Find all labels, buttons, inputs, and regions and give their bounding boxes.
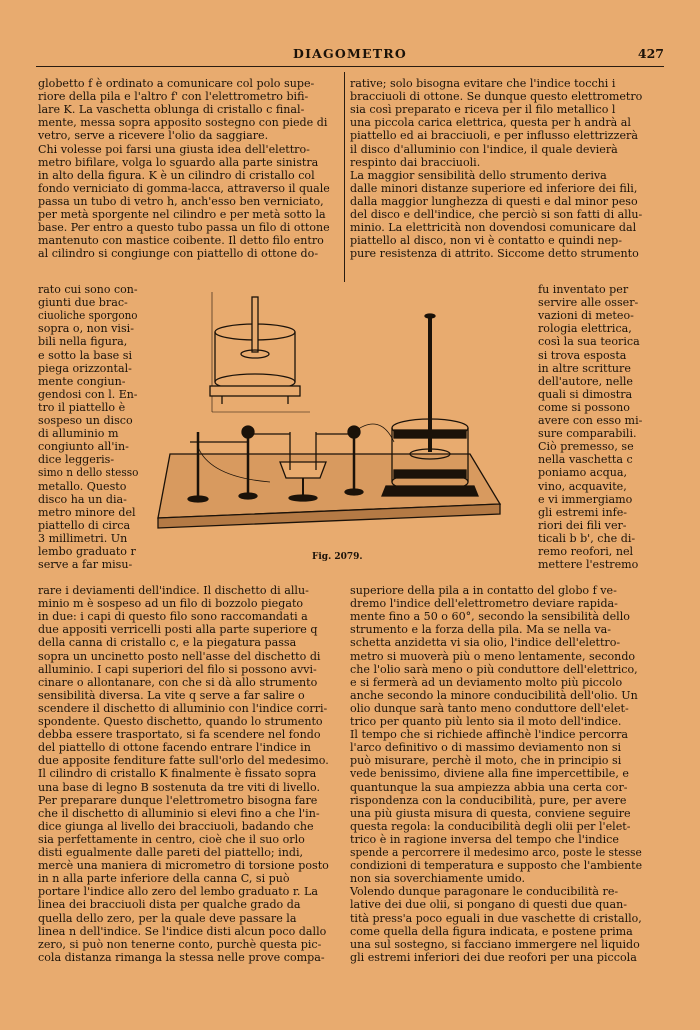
text-line: questa regola: la conducibilità degli olii per l'elet- (350, 819, 631, 833)
text-line: rispondenza con la conducibilità, pure, per avere (350, 793, 627, 807)
text-line: Chi volesse poi farsi una giusta idea dell'elettro- (38, 142, 310, 156)
text-line: pure resistenza di attrito. Siccome detto strumento (350, 247, 639, 261)
header-rule (36, 66, 664, 67)
text-line: metro bifilare, volga lo sguardo alla parte sinistra (38, 155, 319, 169)
text-line: spende a percorrere il medesimo arco, poste le stesse (350, 846, 642, 859)
text-line: sia così preparato e riceva per il filo metallico l (350, 103, 616, 117)
text-line: sopra un uncinetto posto nell'asse del dischetto di (38, 649, 321, 663)
text-line: e sotto la base si (38, 348, 133, 362)
text-line: zero, si può non tenerne conto, purchè questa pic- (38, 937, 322, 951)
text-line: servire alle osser- (538, 296, 639, 310)
text-line: metallo. Questo (38, 479, 127, 493)
text-line: lare K. La vaschetta oblunga di cristallo c final- (38, 103, 305, 117)
text-line: spondente. Questo dischetto, quando lo strumento (38, 715, 323, 728)
text-line: linea dei bracciuoli dista per qualche grado da (38, 898, 301, 912)
text-line: in n alla parte inferiore della canna C, si può (38, 872, 290, 886)
text-line: rato cui sono con- (38, 283, 138, 296)
text-line: metro minore del (38, 505, 136, 519)
text-line: tro il piattello è (38, 400, 126, 414)
text-line: alluminio. I capi superiori del filo si possono avvi- (38, 662, 317, 676)
text-line: quella dello zero, per la quale deve passare la (38, 911, 297, 925)
text-line: come si possono (538, 400, 630, 414)
text-line: bili nella figura, (38, 335, 128, 349)
text-line: disti egualmente dalle pareti del piattello; indi, (38, 846, 304, 859)
text-line: minio. La elettricità non dovendosi comunicare dal (350, 221, 637, 235)
text-line: vino, acquavite, (538, 479, 627, 493)
text-line: gli estremi inferiori dei due reofori per una piccola (350, 950, 637, 964)
text-line: avere con esso mi- (538, 414, 643, 427)
text-line: del piattello di ottone facendo entrare l'indice in (38, 741, 311, 755)
text-line: vetro, serve a ricevere l'olio da saggiare. (38, 129, 269, 143)
text-line: congiunto all'in- (38, 440, 129, 454)
text-line: dalla maggior lunghezza di questi e dal minor peso (350, 194, 638, 208)
text-line: metro si muoverà più o meno lentamente, secondo (350, 649, 636, 663)
text-line: e si fermerà ad un deviamento molto più piccolo (350, 675, 623, 689)
text-line: dremo l'indice dell'elettrometro deviare rapida- (350, 597, 618, 611)
text-line: Il cilindro di cristallo K finalmente è fissato sopra (38, 767, 317, 781)
text-line: La maggior sensibilità dello strumento deriva (350, 168, 607, 182)
text-line: anche secondo la minore conducibilità dell'olio. Un (350, 688, 638, 702)
text-line: strumento e la forza della pila. Ma se nella va- (350, 623, 611, 637)
apparatus-drawing (150, 282, 530, 552)
text-line: dice giunga al livello dei bracciuoli, badando che (38, 819, 314, 833)
text-line: piega orizzontal- (38, 361, 132, 375)
text-line: in alto della figura. K è un cilindro di cristallo col (38, 168, 315, 182)
column-separator (344, 72, 345, 282)
text-line: cola distanza rimanga la stessa nelle prove compa- (38, 950, 325, 964)
text-line: remo reofori, nel (538, 545, 634, 558)
text-line: della canna di cristallo c, e la piegatura passa (38, 636, 297, 650)
text-line: trico per quanto più lento sia il moto dell'indice. (350, 715, 622, 728)
text-line: rologia elettrica, (538, 322, 632, 336)
figure-caption: Fig. 2079. (312, 552, 363, 562)
text-line: linea n dell'indice. Se l'indice disti alcun poco dallo (38, 924, 327, 938)
text-line: sia perfettamente in centro, cioè che il suo orlo (38, 832, 305, 846)
text-line: poniamo acqua, (538, 466, 628, 480)
text-line: piattello al disco, non vi è contatto e quindi nep- (350, 234, 622, 248)
text-line: due apposite fenditure fatte sull'orlo del medesimo. (38, 754, 329, 768)
text-line: una piccola carica elettrica, questa per h andrà al (350, 116, 631, 130)
text-line: quali si dimostra (538, 387, 633, 401)
text-line: una sul sostegno, si facciano immergere nel liquido (350, 937, 640, 951)
text-line: gendosi con l. En- (38, 387, 138, 401)
text-line: riore della pila e l'altro f' con l'elettrometro bifi- (38, 90, 309, 104)
text-line: sopra o, non visi- (38, 322, 134, 336)
text-line: in altre scritture (538, 361, 631, 375)
text-line: rative; solo bisogna evitare che l'indice tocchi i (350, 77, 616, 90)
text-line: sure comparabili. (538, 427, 637, 441)
text-line: dice leggeris- (38, 453, 115, 467)
page-number: 427 (637, 46, 664, 61)
text-line: portare l'indice allo zero del lembo graduato r. La (38, 885, 318, 899)
text-line: 3 millimetri. Un (38, 531, 128, 545)
running-title: DIAGOMETRO (293, 46, 407, 61)
text-line: in due: i capi di questo filo sono raccomandati a (38, 610, 308, 624)
text-line: Volendo dunque paragonare le conducibilità re- (350, 885, 619, 899)
text-line: ciuoliche sporgono (38, 309, 138, 323)
text-line: cinare o allontanare, con che si dà allo strumento (38, 675, 318, 689)
text-line: Ciò premesso, se (538, 440, 634, 454)
text-line: base. Per entro a questo tubo passa un filo di ottone (38, 221, 330, 235)
text-line: al cilindro si congiunge con piattello di ottone do- (38, 247, 319, 261)
text-line: olio dunque sarà tanto meno conduttore dell'elet- (350, 701, 629, 715)
text-line: che il dischetto di alluminio si elevi fino a che l'in- (38, 806, 320, 820)
text-line: piattello di circa (38, 518, 131, 532)
text-line: una più giusta misura di questa, conviene seguire (350, 806, 631, 820)
text-line: sensibilità diversa. La vite q serve a far salire o (38, 688, 305, 702)
text-line: mettere l'estremo (538, 558, 639, 572)
text-line: lative dei due olii, si pongano di questi due quan- (350, 898, 628, 912)
text-line: mercè una maniera di micrometro di torsione posto (38, 859, 329, 873)
text-line: superiore della pila a in contatto del globo f ve- (350, 584, 617, 597)
text-line: non sia soverchiamente umido. (350, 872, 526, 886)
text-line: passa un tubo di vetro h, anch'esso ben verniciato, (38, 194, 324, 208)
text-line: una base di legno B sostenuta da tre viti di livello. (38, 780, 320, 794)
text-line: dell'autore, nelle (538, 374, 634, 388)
text-line: Per preparare dunque l'elettrometro bisogna fare (38, 793, 318, 807)
text-line: fondo verniciato di gomma-lacca, attraverso il quale (38, 181, 330, 195)
text-line: minio m è sospeso ad un filo di bozzolo piegato (38, 597, 304, 611)
text-line: lembo graduato r (38, 545, 136, 558)
text-line: serve a far misu- (38, 558, 133, 572)
text-line: due appositi verricelli posti alla parte superiore q (38, 623, 318, 637)
text-line: debba essere trasportato, si fa scendere nel fondo (38, 728, 321, 742)
text-line: l'arco definitivo o di massimo deviamento non si (350, 741, 622, 755)
text-line: sospeso un disco (38, 414, 133, 427)
text-line: simo n dello stesso (38, 466, 139, 480)
text-line: respinto dai bracciuoli. (350, 155, 481, 169)
text-line: rare i deviamenti dell'indice. Il dischetto di allu- (38, 584, 309, 597)
text-line: Il tempo che si richiede affinchè l'indice percorra (350, 728, 629, 742)
text-line: il disco d'alluminio con l'indice, il quale devierà (350, 142, 618, 156)
text-line: piattello ed ai bracciuoli, e per influsso elettrizzerà (350, 129, 638, 143)
text-line: condizioni di temperatura e supposto che l'ambiente (350, 859, 643, 873)
text-line: gli estremi infe- (538, 505, 628, 519)
text-line: globetto f è ordinato a comunicare col polo supe- (38, 77, 315, 90)
text-line: giunti due brac- (38, 296, 128, 310)
text-line: può misurare, perchè il moto, che in principio si (350, 754, 622, 768)
text-line: che l'olio sarà meno o più conduttore dell'elettrico, (350, 662, 638, 676)
text-line: si trova esposta (538, 348, 627, 362)
text-line: quantunque la sua ampiezza abbia una certa cor- (350, 780, 628, 794)
text-line: mantenuto con mastice coibente. Il detto filo entro (38, 234, 324, 248)
text-line: mente congiun- (38, 374, 126, 388)
electrometer-illustration (150, 282, 530, 552)
text-line: ticali b b', che di- (538, 531, 636, 545)
page-header (36, 46, 664, 66)
text-line: trico è in ragione inversa del tempo che l'indice (350, 832, 619, 846)
text-line: come quella della figura indicata, e postene prima (350, 924, 633, 938)
text-line: dalle minori distanze superiore ed inferiore dei fili, (350, 181, 638, 195)
text-line: fu inventato per (538, 283, 629, 296)
text-line: mente, messa sopra apposito sostegno con piede di (38, 116, 328, 130)
text-line: tità press'a poco eguali in due vaschette di cristallo, (350, 911, 642, 925)
text-line: bracciuoli di ottone. Se dunque questo elettrometro (350, 90, 643, 104)
text-line: riori dei fili ver- (538, 518, 627, 532)
text-line: schetta anzidetta vi sia olio, l'indice dell'elettro- (350, 636, 621, 650)
text-line: nella vaschetta c (538, 453, 633, 467)
text-line: vede benissimo, diviene alla fine impercettibile, e (350, 767, 629, 781)
text-line: e vi immergiamo (538, 492, 633, 506)
text-line: mente fino a 50 o 60°, secondo la sensibilità dello (350, 610, 630, 624)
text-line: vazioni di meteo- (538, 309, 634, 323)
text-line: del disco e dell'indice, che perciò si son fatti di allu- (350, 208, 643, 221)
text-line: di alluminio m (38, 427, 119, 441)
text-line: scendere il dischetto di alluminio con l'indice corri- (38, 701, 328, 715)
text-line: disco ha un dia- (38, 492, 127, 506)
text-line: per metà sporgente nel cilindro e per metà sotto la (38, 208, 326, 221)
text-line: così la sua teorica (538, 335, 640, 349)
